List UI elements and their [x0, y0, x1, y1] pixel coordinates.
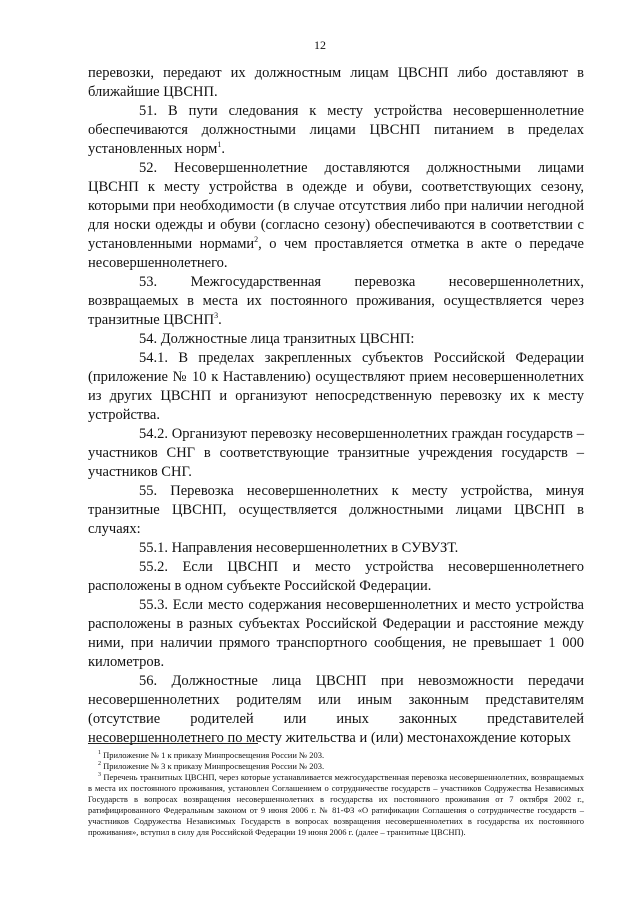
paragraph-56: 56. Должностные лица ЦВСНП при невозможности передачи несовершеннолетних родителям или иным законным представителям (отсутствие родителей или иных законных представителей несовершеннолетнего по месту жительства и (или) местонахождение которых	[88, 673, 584, 746]
paragraph-54-1: 54.1. В пределах закрепленных субъектов Российской Федерации (приложение № 10 к Наставлению) осуществляют прием несовершеннолетних из других ЦВСНП и организуют непосредственную перевозку их к месту устройства.	[88, 350, 584, 423]
paragraph-55: 55. Перевозка несовершеннолетних к месту устройства, минуя транзитные ЦВСНП, осуществляется должностными лицами ЦВСНП в случаях:	[88, 483, 584, 537]
document-body	[88, 64, 584, 748]
paragraph-55-1: 55.1. Направления несовершеннолетних в СУВУЗТ.	[139, 540, 459, 556]
footnote: $^3$ Перечень транзитных ЦВСНП, через которые устанавливается межгосударственная перевозка несовершеннолетних, возвращаемых в места их постоянного проживания, установлен Соглашением о сотрудничестве государств – участников Содружества Независимых Государств в вопросах возвращения несовершеннолетних в государства их постоянного проживания от 7 октября 2002 г., ратифицированного Федеральным законом от 9 июня 2006 г. № 81-ФЗ «О ратификации Соглашения о сотрудничестве государств – участников Содружества Независимых Государств в вопросах возвращения несовершеннолетних в государства их постоянного проживания», вступил в силу для Российской Федерации 19 июня 2006 г. (далее – транзитные ЦВСНП).	[88, 772, 584, 837]
footnotes	[88, 750, 584, 838]
page-number: 12	[314, 38, 326, 52]
paragraph-51: 51. В пути следования к месту устройства несовершеннолетние обеспечиваются должностными лицами ЦВСНП питанием в пределах установленных норм$^1$.	[88, 103, 584, 157]
paragraph-54-2: 54.2. Организуют перевозку несовершеннолетних граждан государств – участников СНГ в соответствующие транзитные учреждения государств – участников СНГ.	[88, 426, 584, 480]
footnote: $^1$ Приложение № 1 к приказу Минпросвещения России № 203.	[98, 750, 325, 760]
paragraph-55-2: 55.2. Если ЦВСНП и место устройства несовершеннолетнего расположены в одном субъекте Российской Федерации.	[88, 559, 584, 594]
footnote-divider	[88, 743, 258, 744]
footnote-ref: 3	[214, 311, 219, 321]
footnote-ref: 2	[254, 235, 259, 245]
paragraph-52: 52. Несовершеннолетние доставляются должностными лицами ЦВСНП к месту устройства в одежде и обуви, соответствующих сезону, которыми при необходимости (в случае отсутствия либо при наличии негодной для носки одежды и обуви (согласно сезону) обеспечиваются в соответствии с установленными нормами$^2$, о чем проставляется отметка в акте о передаче несовершеннолетнего.	[88, 160, 584, 271]
paragraph: перевозки, передают их должностным лицам ЦВСНП либо доставляют в ближайшие ЦВСНП.	[88, 65, 584, 100]
paragraph-54: 54. Должностные лица транзитных ЦВСНП:	[139, 331, 415, 347]
footnote: $^2$ Приложение № 3 к приказу Минпросвещения России № 203.	[98, 761, 325, 771]
footnote-ref: 1	[217, 140, 222, 150]
paragraph-55-3: 55.3. Если место содержания несовершеннолетних и место устройства расположены в разных субъектах Российской Федерации и расстояние между ними, при наличии прямого транспортного сообщения, не превышает 1 000 километров.	[88, 597, 584, 670]
paragraph-53: 53. Межгосударственная перевозка несовершеннолетних, возвращаемых в места их постоянного проживания, осуществляется через транзитные ЦВСНП$^3$.	[88, 274, 584, 328]
